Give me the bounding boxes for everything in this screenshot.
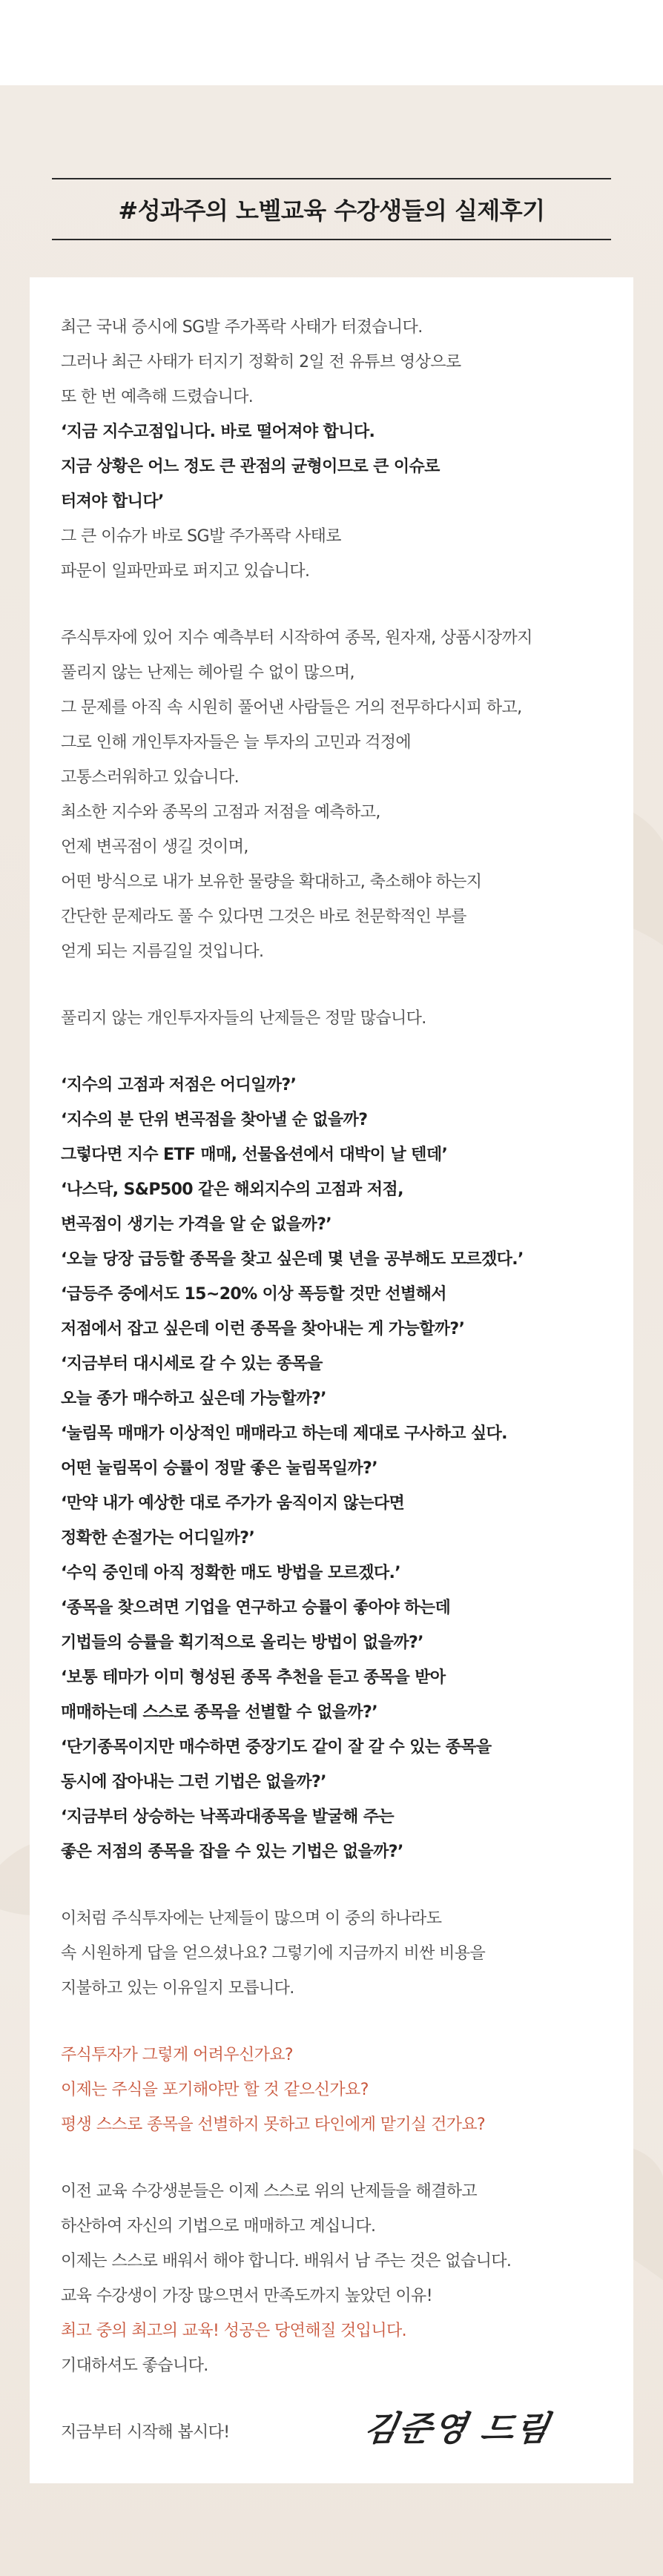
paragraph-gap — [61, 2006, 610, 2038]
text-line: 기법들의 승률을 획기적으로 올리는 방법이 없을까?’ — [61, 1634, 423, 1652]
text-line: ‘지금부터 대시세로 갈 수 있는 종목을 — [61, 1355, 323, 1373]
text-line: ‘오늘 당장 급등할 종목을 찾고 싶은데 몇 년을 공부해도 모르겠다.’ — [61, 1250, 524, 1269]
text-line: 간단한 문제라도 풀 수 있다면 그것은 바로 천문학적인 부를 — [61, 908, 466, 926]
text-line: 매매하는데 스스로 종목을 선별할 수 없을까?’ — [61, 1703, 377, 1722]
text-line: 또 한 번 예측해 드렸습니다. — [61, 388, 254, 406]
text-line: 풀리지 않는 난제는 헤아릴 수 없이 많으며, — [61, 664, 354, 682]
page-title-box — [52, 178, 611, 240]
paragraph-gap — [61, 1036, 610, 1068]
text-line: 속 시원하게 답을 얻으셨나요? 그렇기에 지금까지 비싼 비용을 — [61, 1944, 486, 1963]
text-line: 이제는 스스로 배워서 해야 합니다. 배워서 남 주는 것은 없습니다. — [61, 2252, 512, 2270]
top-band — [0, 0, 663, 85]
text-line: 최근 국내 증시에 SG발 주가폭락 사태가 터졌습니다. — [61, 318, 423, 337]
text-line: 이제는 주식을 포기해야만 할 것 같으신가요? — [61, 2081, 369, 2099]
paragraph-gap — [61, 969, 610, 1001]
text-line: 어떤 방식으로 내가 보유한 물량을 확대하고, 축소해야 하는지 — [61, 873, 482, 891]
text-line: 최고 중의 최고의 교육! 성공은 당연해질 것입니다. — [61, 2322, 407, 2340]
text-line: 이전 교육 수강생분들은 이제 스스로 위의 난제들을 해결하고 — [61, 2182, 478, 2201]
text-line: ‘지금부터 상승하는 낙폭과대종목을 발굴해 주는 — [61, 1808, 395, 1826]
text-line: 하산하여 자신의 기법으로 매매하고 계십니다. — [61, 2217, 376, 2236]
text-line: ‘지금 지수고점입니다. 바로 떨어져야 합니다. — [61, 423, 375, 441]
testimonial-text — [61, 310, 610, 2450]
text-line: ‘지수의 고점과 저점은 어디일까?’ — [61, 1076, 297, 1094]
paragraph-gap — [61, 589, 610, 621]
text-line: ‘단기종목이지만 매수하면 중장기도 같이 잘 갈 수 있는 종목을 — [61, 1738, 492, 1757]
text-line: 이처럼 주식투자에는 난제들이 많으며 이 중의 하나라도 — [61, 1909, 442, 1928]
text-line: 기대하셔도 좋습니다. — [61, 2357, 208, 2375]
text-line: ‘급등주 중에서도 15~20% 이상 폭등할 것만 선별해서 — [61, 1285, 446, 1304]
text-line: ‘지수의 분 단위 변곡점을 찾아낼 순 없을까? — [61, 1111, 368, 1129]
testimonial-card — [30, 277, 633, 2483]
text-line: 좋은 저점의 종목을 잡을 수 있는 기법은 없을까?’ — [61, 1843, 403, 1861]
closing-row — [61, 2408, 610, 2450]
text-line: 그로 인해 개인투자자들은 늘 투자의 고민과 걱정에 — [61, 733, 412, 752]
paragraph-gap — [61, 1869, 610, 1901]
text-line: 교육 수강생이 가장 많으면서 만족도까지 높았던 이유! — [61, 2287, 432, 2305]
text-line: 동시에 잡아내는 그런 기법은 없을까?’ — [61, 1773, 326, 1791]
text-line: ‘나스닥, S&P500 같은 해외지수의 고점과 저점, — [61, 1180, 403, 1199]
text-line: 그 문제를 아직 속 시원히 풀어낸 사람들은 거의 전무하다시피 하고, — [61, 699, 522, 717]
text-line: ‘종목을 찾으려면 기업을 연구하고 승률이 좋아야 하는데 — [61, 1599, 451, 1617]
text-line: 풀리지 않는 개인투자자들의 난제들은 정말 많습니다. — [61, 1009, 426, 1028]
text-line: 그러나 최근 사태가 터지기 정확히 2일 전 유튜브 영상으로 — [61, 353, 461, 371]
paragraph-gap — [61, 2142, 610, 2174]
text-line: 정확한 손절가는 어디일까?’ — [61, 1529, 255, 1548]
text-line: 지불하고 있는 이유일지 모릅니다. — [61, 1979, 294, 1998]
signature: 김준영 드림 — [360, 2408, 554, 2448]
text-line: 얻게 되는 지름길일 것입니다. — [61, 942, 264, 961]
text-line: 주식투자가 그렇게 어려우신가요? — [61, 2046, 293, 2064]
text-line: ‘보통 테마가 이미 형성된 종목 추천을 듣고 종목을 받아 — [61, 1668, 446, 1687]
text-line: ‘눌림목 매매가 이상적인 매매라고 하는데 제대로 구사하고 싶다. — [61, 1424, 507, 1443]
text-line: 오늘 종가 매수하고 싶은데 가능할까?’ — [61, 1390, 326, 1408]
text-line: 지금 상황은 어느 정도 큰 관점의 균형이므로 큰 이슈로 — [61, 458, 440, 476]
text-line: ‘수익 중인데 아직 정확한 매도 방법을 모르겠다.’ — [61, 1564, 401, 1582]
text-line: 터져야 합니다’ — [61, 492, 164, 511]
text-line: 평생 스스로 종목을 선별하지 못하고 타인에게 맡기실 건가요? — [61, 2116, 486, 2134]
text-line: 그 큰 이슈가 바로 SG발 주가폭락 사태로 — [61, 527, 341, 546]
text-line: 그렇다면 지수 ETF 매매, 선물옵션에서 대박이 날 텐데’ — [61, 1146, 448, 1164]
text-line: 언제 변곡점이 생길 것이며, — [61, 838, 248, 856]
text-line: 고통스러워하고 있습니다. — [61, 768, 239, 787]
page-title: #성과주의 노벨교육 수강생들의 실제후기 — [118, 196, 545, 225]
text-line: 저점에서 잡고 싶은데 이런 종목을 찾아내는 게 가능할까?’ — [61, 1320, 465, 1338]
text-line: 어떤 눌림목이 승률이 정말 좋은 눌림목일까?’ — [61, 1459, 377, 1478]
closing-text: 지금부터 시작해 봅시다! — [61, 2423, 230, 2442]
text-line: 최소한 지수와 종목의 고점과 저점을 예측하고, — [61, 803, 380, 822]
text-line: 변곡점이 생기는 가격을 알 순 없을까?’ — [61, 1215, 332, 1234]
text-line: 주식투자에 있어 지수 예측부터 시작하여 종목, 원자재, 상품시장까지 — [61, 629, 532, 647]
text-line: ‘만약 내가 예상한 대로 주가가 움직이지 않는다면 — [61, 1494, 405, 1513]
text-line: 파문이 일파만파로 퍼지고 있습니다. — [61, 562, 310, 581]
